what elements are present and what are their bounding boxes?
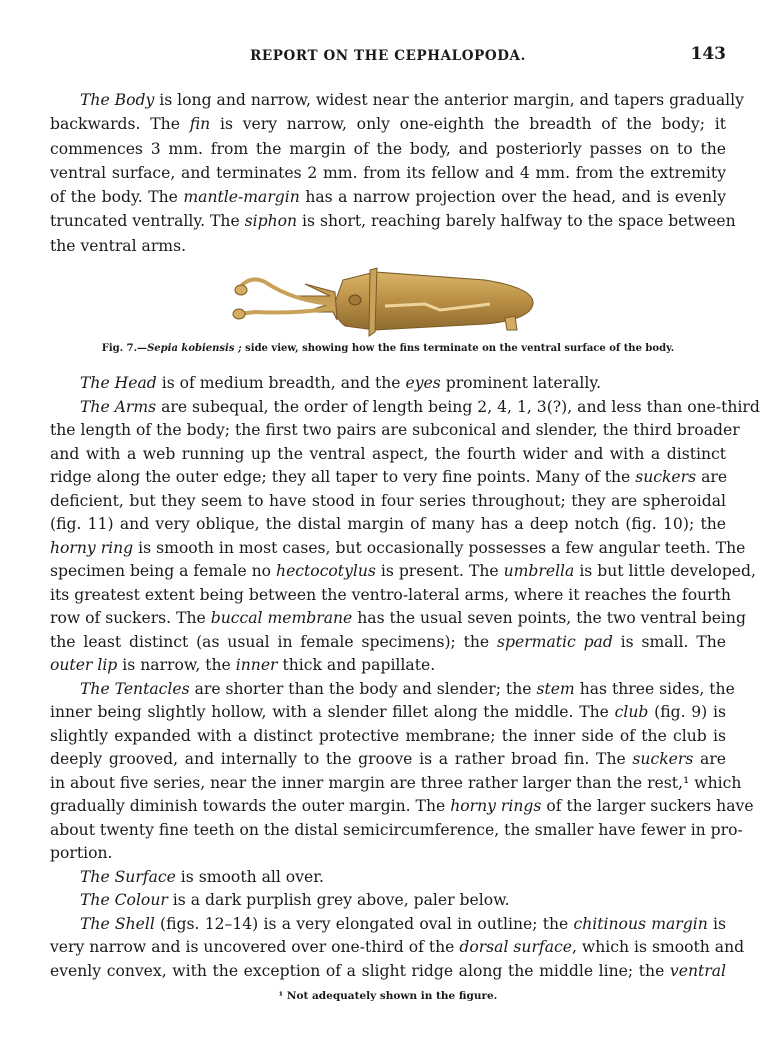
- text-line: [50, 844, 726, 868]
- text-run: deficient, but they seem to have stood in four series throughout; they are spheroidal: [50, 491, 726, 510]
- figure-sepia-kobiensis: [225, 262, 545, 340]
- text-run: inner being slightly hollow, with a slender fillet along the middle. The: [50, 703, 615, 721]
- italic-term: outer lip: [50, 656, 118, 674]
- italic-term: buccal membrane: [210, 609, 353, 627]
- figure-caption: [0, 343, 776, 354]
- text-run: is of medium breadth, and the: [156, 374, 406, 392]
- text-line: [50, 515, 726, 539]
- text-run: is: [707, 914, 726, 933]
- squid-illustration: [225, 262, 545, 340]
- text-line: [50, 797, 754, 821]
- text-run: gradually diminish towards the outer margin. The: [50, 797, 451, 815]
- text-run: about twenty fine teeth on the distal semicircumference, the smaller have fewer in pro-: [50, 820, 743, 839]
- italic-term: mantle-margin: [183, 188, 300, 207]
- text-run: of the body. The: [50, 188, 184, 207]
- text-run: thick and papillate.: [277, 656, 436, 674]
- text-run: specimen being a female no: [50, 562, 277, 580]
- footnote: ¹ Not adequately shown in the figure.: [278, 990, 498, 1002]
- page-number: 143: [690, 44, 726, 64]
- text-run: are: [696, 468, 728, 486]
- italic-term: spermatic pad: [497, 632, 613, 651]
- italic-term: The Body: [80, 91, 155, 109]
- text-line: [50, 468, 726, 492]
- text-run: is smooth in most cases, but occasionally possesses a few angular teeth. The: [133, 538, 746, 557]
- caption-species: Sepia kobiensis ;: [147, 343, 242, 354]
- text-line: [50, 237, 726, 261]
- text-line: [50, 538, 746, 563]
- text-line: [50, 397, 760, 422]
- text-run: slightly expanded with a distinct protective membrane; the inner side of the club is: [50, 726, 726, 745]
- italic-term: hectocotylus: [276, 562, 376, 580]
- italic-term: horny ring: [50, 538, 134, 557]
- italic-term: club: [614, 703, 649, 721]
- text-line: [50, 212, 736, 236]
- text-run: has three sides, the: [574, 679, 735, 698]
- text-run: its greatest extent being between the ventro-lateral arms, where it reaches the fourth: [50, 585, 731, 604]
- text-run: are: [693, 750, 727, 768]
- italic-term: dorsal surface: [459, 938, 572, 956]
- italic-term: ventral: [669, 961, 726, 980]
- text-line: [50, 962, 726, 986]
- text-run: truncated ventrally. The: [50, 212, 245, 231]
- text-line: [50, 938, 745, 962]
- text-run: row of suckers. The: [50, 609, 211, 627]
- text-run: , which is smooth and: [571, 938, 745, 956]
- text-line: [50, 91, 744, 115]
- text-line: [50, 656, 726, 680]
- text-run: backwards. The: [50, 115, 190, 134]
- text-line: [50, 891, 726, 915]
- italic-term: The Arms: [80, 397, 157, 416]
- text-run: are shorter than the body and slender; the: [189, 679, 537, 698]
- text-line: [50, 374, 726, 398]
- text-run: in about five series, near the inner margin are three rather larger than the rest,¹ which: [50, 773, 742, 792]
- italic-term: The Head: [80, 374, 157, 392]
- text-run: the length of the body; the first two pairs are subconical and slender, the third broader: [50, 421, 740, 439]
- page-header: [50, 44, 726, 68]
- text-run: the least distinct (as usual in female specimens); the: [50, 632, 497, 651]
- text-run: commences 3 mm. from the margin of the body, and posteriorly passes on to the: [50, 139, 726, 158]
- text-line: [50, 445, 726, 469]
- text-line: [50, 188, 726, 212]
- text-run: is small. The: [612, 632, 726, 651]
- text-run: and with a web running up the ventral aspect, the fourth wider and with a distinct: [50, 444, 726, 463]
- italic-term: chitinous margin: [573, 914, 708, 933]
- italic-term: suckers: [632, 750, 694, 768]
- text-run: very narrow and is uncovered over one-third of the: [50, 938, 460, 956]
- caption-text: side view, showing how the fins terminate on the ventral surface of the body.: [241, 343, 675, 354]
- text-line: [50, 773, 742, 798]
- text-run: is short, reaching barely halfway to the space between: [297, 212, 736, 231]
- italic-term: inner: [235, 656, 278, 674]
- italic-term: The Colour: [80, 891, 168, 909]
- text-run: is long and narrow, widest near the anterior margin, and tapers gradually: [154, 91, 744, 109]
- text-run: is present. The: [375, 562, 504, 580]
- text-line: [50, 915, 726, 939]
- text-line: [50, 562, 756, 586]
- text-run: ventral surface, and terminates 2 mm. from its fellow and 4 mm. from the extremity: [50, 163, 726, 182]
- text-run: of the larger suckers have: [541, 797, 754, 815]
- italic-term: siphon: [244, 212, 298, 231]
- italic-term: fin: [189, 115, 211, 134]
- text-run: prominent laterally.: [440, 374, 602, 392]
- italic-term: horny rings: [450, 797, 542, 815]
- text-line: [50, 492, 726, 516]
- paragraph-body-fin: [50, 91, 744, 261]
- text-run: (figs. 12–14) is a very elongated oval in outline; the: [154, 914, 574, 933]
- text-line: [50, 868, 726, 892]
- text-line: [50, 164, 726, 188]
- text-run: the ventral arms.: [50, 236, 187, 255]
- text-line: [50, 421, 740, 445]
- caption-prefix: Fig. 7.—: [101, 343, 148, 354]
- text-run: is very narrow, only one-eighth the breadth of the body; it: [210, 115, 726, 134]
- text-line: [50, 679, 735, 704]
- text-line: [50, 727, 726, 751]
- text-run: evenly convex, with the exception of a slight ridge along the middle line; the: [50, 961, 670, 980]
- italic-term: The Tentacles: [80, 679, 190, 698]
- italic-term: umbrella: [503, 562, 575, 580]
- text-run: portion.: [50, 844, 113, 862]
- italic-term: The Shell: [80, 914, 155, 933]
- italic-term: suckers: [635, 468, 697, 486]
- text-run: is a dark purplish grey above, paler below.: [167, 891, 510, 909]
- italic-term: The Surface: [80, 867, 176, 886]
- text-line: [50, 633, 726, 657]
- body-text: [50, 374, 760, 985]
- text-run: are subequal, the order of length being 2, 4, 1, 3(?), and less than one-third: [156, 397, 760, 416]
- text-line: [50, 140, 726, 164]
- text-run: ridge along the outer edge; they all taper to very fine points. Many of the: [50, 468, 636, 486]
- text-line: [50, 750, 726, 774]
- text-run: is narrow, the: [117, 656, 236, 674]
- text-run: (fig. 9) is: [648, 703, 726, 721]
- text-line: [50, 820, 743, 845]
- text-run: deeply grooved, and internally to the groove is a rather broad fin. The: [50, 750, 633, 768]
- running-title: REPORT ON THE CEPHALOPODA.: [250, 48, 526, 64]
- italic-term: stem: [536, 679, 575, 698]
- text-line: [50, 585, 731, 610]
- text-line: [50, 115, 726, 139]
- text-line: [50, 609, 746, 633]
- italic-term: eyes: [405, 374, 441, 392]
- text-line: [50, 703, 726, 727]
- text-run: has the usual seven points, the two ventral being: [352, 609, 746, 627]
- text-run: has a narrow projection over the head, and is evenly: [299, 188, 727, 207]
- text-run: is smooth all over.: [175, 867, 324, 886]
- text-run: (fig. 11) and very oblique, the distal margin of many has a deep notch (fig. 10); the: [50, 515, 726, 533]
- text-run: is but little developed,: [574, 562, 756, 580]
